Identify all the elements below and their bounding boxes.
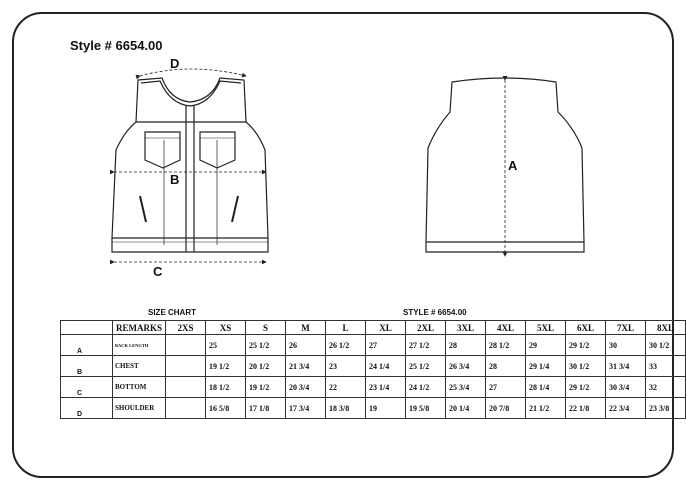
- size-value-cell: 26 1/2: [326, 335, 366, 356]
- size-chart-table: [60, 320, 686, 419]
- column-header: 2XS: [166, 321, 206, 335]
- size-chart-style-label: STYLE # 6654.00: [403, 308, 467, 317]
- size-value-cell: 30 3/4: [606, 377, 646, 398]
- size-value-cell: 28: [446, 335, 486, 356]
- column-header: XS: [206, 321, 246, 335]
- size-value-cell: 25: [206, 335, 246, 356]
- column-header: 5XL: [526, 321, 566, 335]
- column-header: XL: [366, 321, 406, 335]
- size-value-cell: 18 3/8: [326, 398, 366, 419]
- column-header: 3XL: [446, 321, 486, 335]
- size-value-cell: 28 1/4: [526, 377, 566, 398]
- size-value-cell: 26 3/4: [446, 356, 486, 377]
- size-value-cell: 23 1/4: [366, 377, 406, 398]
- size-value-cell: 17 1/8: [246, 398, 286, 419]
- column-header: 8XL: [646, 321, 686, 335]
- size-value-cell: 25 1/2: [406, 356, 446, 377]
- size-value-cell: 23: [326, 356, 366, 377]
- size-value-cell: 23 3/8: [646, 398, 686, 419]
- dimension-label-b: B: [170, 172, 180, 187]
- size-value-cell: 30 1/2: [566, 356, 606, 377]
- size-value-cell: 20 3/4: [286, 377, 326, 398]
- size-chart-row: [61, 398, 686, 419]
- size-value-cell: 26: [286, 335, 326, 356]
- row-remark: BOTTOM: [113, 377, 166, 398]
- size-value-cell: 31 3/4: [606, 356, 646, 377]
- size-value-cell: 29 1/4: [526, 356, 566, 377]
- row-letter: A: [61, 335, 113, 356]
- letter-header: [61, 321, 113, 335]
- size-value-cell: 20 7/8: [486, 398, 526, 419]
- size-value-cell: 19 1/2: [246, 377, 286, 398]
- size-value-cell: [166, 398, 206, 419]
- size-value-cell: 27 1/2: [406, 335, 446, 356]
- size-value-cell: 24 1/2: [406, 377, 446, 398]
- size-value-cell: 19: [366, 398, 406, 419]
- row-letter: C: [61, 377, 113, 398]
- row-letter: D: [61, 398, 113, 419]
- size-value-cell: 22: [326, 377, 366, 398]
- size-value-cell: 21 1/2: [526, 398, 566, 419]
- size-value-cell: 32: [646, 377, 686, 398]
- column-header: 7XL: [606, 321, 646, 335]
- dimension-label-c: C: [153, 264, 163, 279]
- size-value-cell: [166, 335, 206, 356]
- dimension-label-d: D: [170, 56, 180, 71]
- size-chart-header-row: [61, 321, 686, 335]
- row-remark: BACK LENGTH: [113, 335, 166, 356]
- column-header: 2XL: [406, 321, 446, 335]
- column-header: M: [286, 321, 326, 335]
- size-value-cell: 22 3/4: [606, 398, 646, 419]
- style-title: Style # 6654.00: [70, 38, 163, 53]
- size-value-cell: 29 1/2: [566, 377, 606, 398]
- size-chart-row: [61, 335, 686, 356]
- size-value-cell: 30 1/2: [646, 335, 686, 356]
- size-value-cell: 28: [486, 356, 526, 377]
- size-value-cell: 18 1/2: [206, 377, 246, 398]
- size-value-cell: 20 1/4: [446, 398, 486, 419]
- size-value-cell: 19 5/8: [406, 398, 446, 419]
- size-value-cell: 16 5/8: [206, 398, 246, 419]
- size-value-cell: 20 1/2: [246, 356, 286, 377]
- column-header: L: [326, 321, 366, 335]
- size-value-cell: 17 3/4: [286, 398, 326, 419]
- front-vest-drawing: [112, 78, 268, 252]
- size-value-cell: 22 1/8: [566, 398, 606, 419]
- column-header: 6XL: [566, 321, 606, 335]
- size-chart-row: [61, 356, 686, 377]
- row-letter: B: [61, 356, 113, 377]
- column-header: REMARKS: [113, 321, 166, 335]
- row-remark: CHEST: [113, 356, 166, 377]
- size-value-cell: 30: [606, 335, 646, 356]
- size-value-cell: 21 3/4: [286, 356, 326, 377]
- size-value-cell: [166, 377, 206, 398]
- size-value-cell: 25 3/4: [446, 377, 486, 398]
- column-header: 4XL: [486, 321, 526, 335]
- row-remark: SHOULDER: [113, 398, 166, 419]
- size-value-cell: 27: [366, 335, 406, 356]
- size-value-cell: 28 1/2: [486, 335, 526, 356]
- size-value-cell: 24 1/4: [366, 356, 406, 377]
- size-chart-row: [61, 377, 686, 398]
- size-value-cell: [166, 356, 206, 377]
- dimension-label-a: A: [508, 158, 518, 173]
- size-value-cell: 33: [646, 356, 686, 377]
- size-value-cell: 19 1/2: [206, 356, 246, 377]
- size-value-cell: 27: [486, 377, 526, 398]
- size-value-cell: 29: [526, 335, 566, 356]
- size-chart-title: SIZE CHART: [148, 308, 196, 317]
- column-header: S: [246, 321, 286, 335]
- size-value-cell: 25 1/2: [246, 335, 286, 356]
- size-value-cell: 29 1/2: [566, 335, 606, 356]
